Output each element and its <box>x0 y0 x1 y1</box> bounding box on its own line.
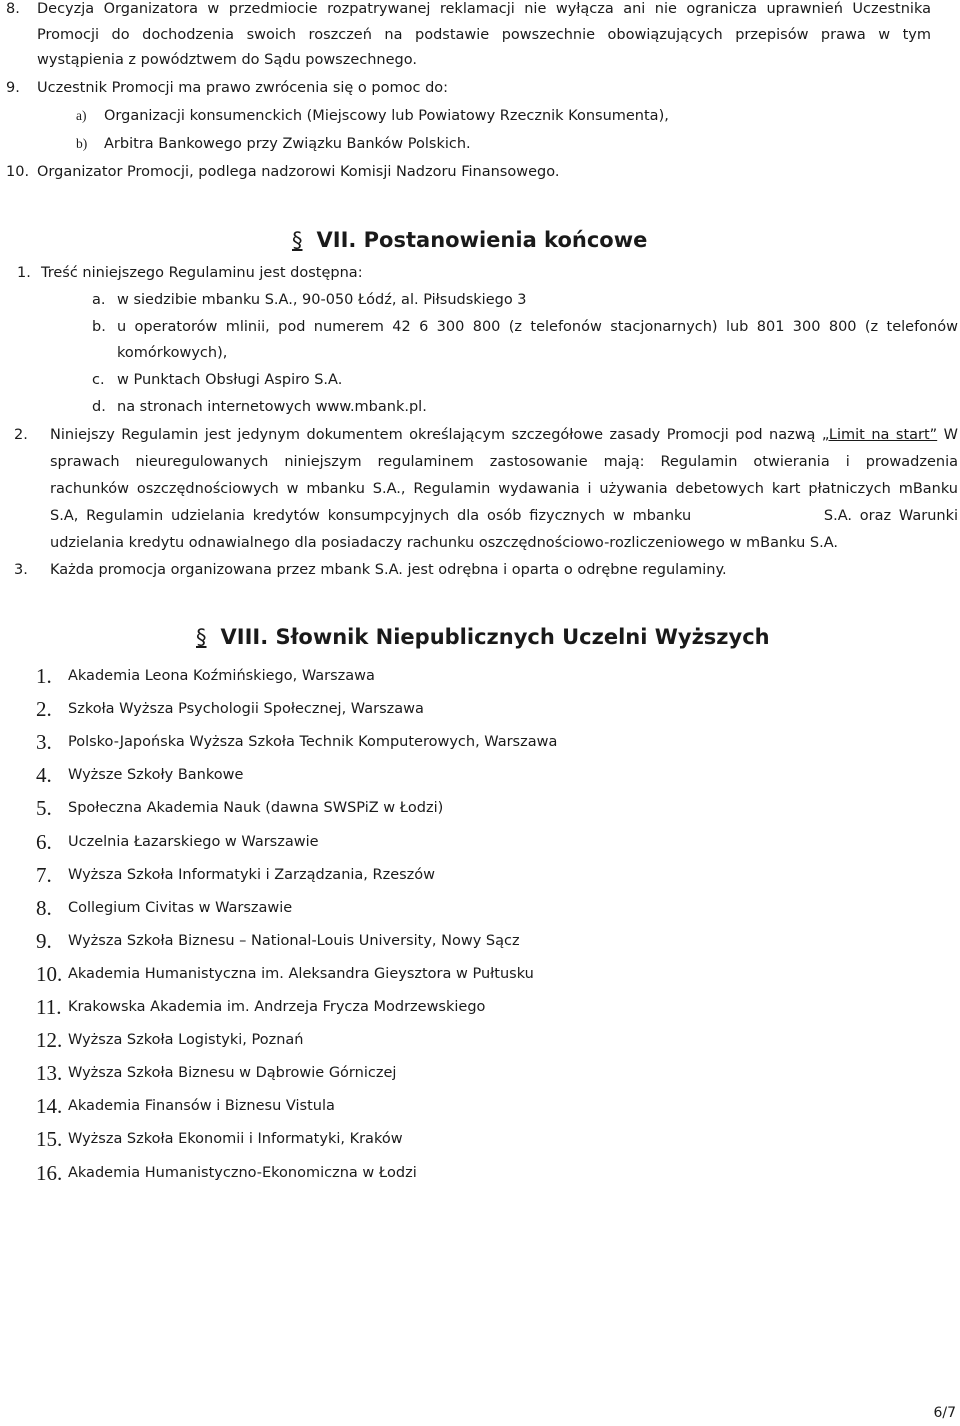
list-item: Wyższe Szkoły Bankowe <box>68 767 244 783</box>
list-item-number: 13. <box>36 1061 63 1085</box>
promo-name-link: „Limit na start” <box>821 427 938 443</box>
list-item-number: 3. <box>36 730 52 754</box>
list-item: Krakowska Akademia im. Andrzeja Frycza Modrzewskiego <box>68 999 486 1015</box>
list-item-number: 5. <box>36 796 52 820</box>
vii-1a-text: w siedzibie mbanku S.A., 90-050 Łódź, al. Piłsudskiego 3 <box>117 292 527 308</box>
vii-2-num: 2. <box>14 427 28 443</box>
para-9-b-text: Arbitra Bankowego przy Związku Banków Polskich. <box>104 136 471 152</box>
list-item: Wyższa Szkoła Biznesu – National-Louis University, Nowy Sącz <box>68 933 520 949</box>
vii-1d-marker: d. <box>92 399 106 415</box>
vii-3-text: Każda promocja organizowana przez mbank S.A. jest odrębna i oparta o odrębne regulaminy. <box>50 562 727 578</box>
vii-2-line3: rachunków oszczędnościowych w mbanku S.A., Regulamin wydawania i używania debetowych kart płatniczych mBanku <box>50 481 958 497</box>
vii-1b-marker: b. <box>92 319 106 335</box>
vii-1d-text: na stronach internetowych www.mbank.pl. <box>117 399 427 415</box>
vii-3-num: 3. <box>14 562 28 578</box>
vii-1-num: 1. <box>17 265 31 281</box>
list-item: Akademia Humanistyczna im. Aleksandra Gieysztora w Pułtusku <box>68 966 534 982</box>
list-item: Akademia Finansów i Biznesu Vistula <box>68 1098 335 1114</box>
vii-2-line1-a: Niniejszy Regulamin jest jedynym dokumentem określającym szczegółowe zasady Promocji pod nazwą <box>50 427 822 443</box>
vii-1c-text: w Punktach Obsługi Aspiro S.A. <box>117 372 343 388</box>
vii-2-line2: sprawach nieuregulowanych niniejszym regulaminem zastosowanie mają: Regulamin otwierania i prowadzenia <box>50 454 958 470</box>
vii-1c-marker: c. <box>92 372 105 388</box>
vii-2-line5: udzielania kredytu odnawialnego dla posiadaczy rachunku oszczędnościowo-rozliczeniowego w mBanku S.A. <box>50 535 838 551</box>
list-item: Polsko-Japońska Wyższa Szkoła Technik Komputerowych, Warszawa <box>68 734 558 750</box>
list-item: Szkoła Wyższa Psychologii Społecznej, Warszawa <box>68 701 424 717</box>
vii-2-line1-b: W <box>937 427 959 443</box>
vii-1b-line1: u operatorów mlinii, pod numerem 42 6 300 800 (z telefonów stacjonarnych) lub 801 300 800 (z telefonów <box>117 319 958 335</box>
list-item: Społeczna Akademia Nauk (dawna SWSPiZ w Łodzi) <box>68 800 444 816</box>
list-item-number: 7. <box>36 863 52 887</box>
section-viii-heading <box>196 625 770 649</box>
section-viii-title: VIII. Słownik Niepublicznych Uczelni Wyższych <box>220 625 770 649</box>
list-item-number: 6. <box>36 830 52 854</box>
list-item-number: 15. <box>36 1127 63 1151</box>
section-vii-title: VII. Postanowienia końcowe <box>316 228 648 252</box>
para-8-line3: wystąpienia z powództwem do Sądu powszechnego. <box>37 52 417 68</box>
list-item: Wyższa Szkoła Ekonomii i Informatyki, Kraków <box>68 1131 403 1147</box>
list-item-number: 14. <box>36 1094 63 1118</box>
vii-2-line1 <box>50 426 958 444</box>
list-item-number: 4. <box>36 763 52 787</box>
page-number: 6/7 <box>933 1405 956 1421</box>
vii-1b-line2: komórkowych), <box>117 345 228 361</box>
para-8-line1: Decyzja Organizatora w przedmiocie rozpatrywanej reklamacji nie wyłącza ani nie ogranicza uprawnień Uczestnika <box>37 1 931 17</box>
list-item: Akademia Leona Koźmińskiego, Warszawa <box>68 668 375 684</box>
list-item-number: 9. <box>36 929 52 953</box>
para-9-a-marker: a) <box>76 108 87 123</box>
vii-2-line4: S.A, Regulamin udzielania kredytów konsumpcyjnych dla osób fizycznych w mbanku S.A. oraz Warunki <box>50 508 958 524</box>
list-item: Wyższa Szkoła Logistyki, Poznań <box>68 1032 304 1048</box>
para-10-num: 10. <box>6 164 30 180</box>
list-item-number: 2. <box>36 697 52 721</box>
para-9-num: 9. <box>6 80 20 96</box>
vii-1a-marker: a. <box>92 292 106 308</box>
para-10-text: Organizator Promocji, podlega nadzorowi Komisji Nadzoru Finansowego. <box>37 164 560 180</box>
list-item-number: 12. <box>36 1028 63 1052</box>
list-item: Akademia Humanistyczno-Ekonomiczna w Łodzi <box>68 1165 417 1181</box>
section-vii-heading <box>292 228 647 252</box>
list-item: Uczelnia Łazarskiego w Warszawie <box>68 834 319 850</box>
list-item-number: 11. <box>36 995 62 1019</box>
list-item: Wyższa Szkoła Biznesu w Dąbrowie Górniczej <box>68 1065 397 1081</box>
list-item-number: 16. <box>36 1161 63 1185</box>
para-8-num: 8. <box>6 1 20 17</box>
vii-1-text: Treść niniejszego Regulaminu jest dostępna: <box>41 265 363 281</box>
para-8-line2: Promocji do dochodzenia swoich roszczeń na podstawie powszechnie obowiązujących przepisów prawa w tym <box>37 27 931 43</box>
list-item: Wyższa Szkoła Informatyki i Zarządzania, Rzeszów <box>68 867 436 883</box>
para-9-text: Uczestnik Promocji ma prawo zwrócenia się o pomoc do: <box>37 80 449 96</box>
list-item-number: 8. <box>36 896 52 920</box>
paragraph-sign-icon: § <box>292 228 303 252</box>
list-item: Collegium Civitas w Warszawie <box>68 900 293 916</box>
list-item-number: 10. <box>36 962 63 986</box>
paragraph-sign-icon: § <box>196 625 207 649</box>
list-item-number: 1. <box>36 664 52 688</box>
para-9-a-text: Organizacji konsumenckich (Miejscowy lub Powiatowy Rzecznik Konsumenta), <box>104 108 669 124</box>
para-9-b-marker: b) <box>76 136 88 151</box>
